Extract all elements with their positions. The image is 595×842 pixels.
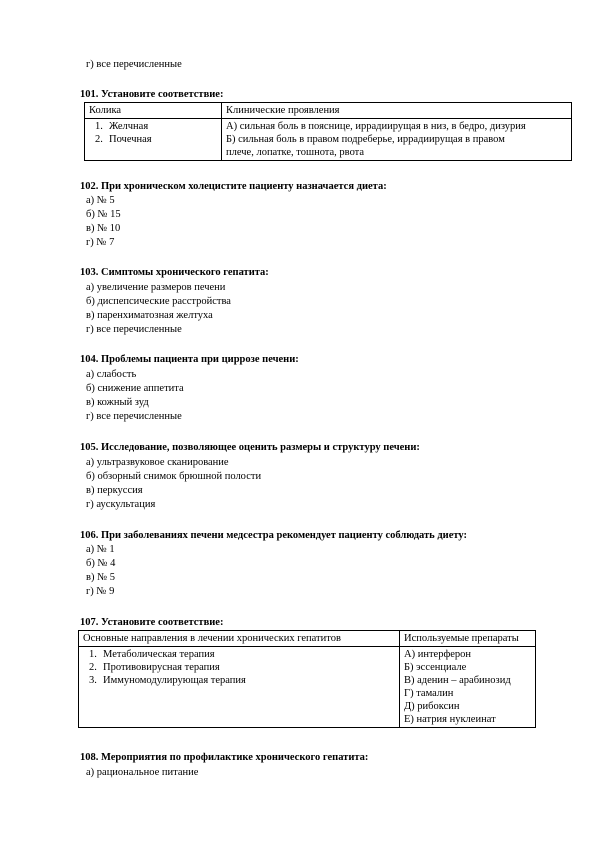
question-104-title: 104. Проблемы пациента при циррозе печени:	[80, 354, 299, 365]
table-header-row	[85, 103, 572, 119]
answer-option: в) паренхиматозная желтуха	[86, 310, 213, 321]
table-row	[79, 647, 536, 728]
table-header-cell: Клинические проявления	[222, 103, 572, 119]
table-header-cell: Колика	[85, 103, 222, 119]
answer-option: б) № 4	[86, 558, 116, 569]
question-105-title: 105. Исследование, позволяющее оценить размеры и структуру печени:	[80, 442, 420, 453]
table-header-cell: Используемые препараты	[400, 631, 536, 647]
list-item: 3. Иммуномодулирующая терапия	[89, 675, 246, 686]
answer-option: г) все перечисленные	[86, 59, 182, 70]
list-item: плече, лопатке, тошнота, рвота	[226, 147, 365, 158]
list-item: А) интерферон	[404, 649, 472, 660]
table-header-row	[79, 631, 536, 647]
question-107-table	[78, 630, 536, 728]
answer-option: г) № 7	[86, 237, 115, 248]
table-cell	[222, 119, 572, 161]
answer-option: г) все перечисленные	[86, 411, 182, 422]
question-107-title: 107. Установите соответствие:	[80, 617, 224, 628]
table-cell	[400, 647, 536, 728]
answer-option: а) увеличение размеров печени	[86, 282, 226, 293]
answer-option: б) диспепсические расстройства	[86, 296, 231, 307]
list-item: 2. Противовирусная терапия	[89, 662, 220, 673]
list-item: А) сильная боль в пояснице, иррадиирущая в низ, в бедро, дизурия	[226, 121, 526, 132]
answer-option: г) аускультация	[86, 499, 156, 510]
answer-option: в) перкуссия	[86, 485, 143, 496]
table-row	[85, 119, 572, 161]
answer-option: а) № 1	[86, 544, 115, 555]
answer-option: б) снижение аппетита	[86, 383, 184, 394]
question-103-title: 103. Симптомы хронического гепатита:	[80, 267, 269, 278]
table-header-cell: Основные направления в лечении хронических гепатитов	[79, 631, 400, 647]
list-item: Б) сильная боль в правом подреберье, иррадиирущая в правом	[226, 134, 505, 145]
answer-option: в) кожный зуд	[86, 397, 149, 408]
answer-option: а) рациональное питание	[86, 767, 199, 778]
answer-option: а) ультразвуковое сканирование	[86, 457, 229, 468]
answer-option: а) слабость	[86, 369, 137, 380]
answer-option: б) № 15	[86, 209, 121, 220]
list-item: 1. Метаболическая терапия	[89, 649, 215, 660]
question-106-title: 106. При заболеваниях печени медсестра рекомендует пациенту соблюдать диету:	[80, 530, 467, 541]
list-item: 2. Почечная	[95, 134, 152, 145]
answer-option: в) № 5	[86, 572, 115, 583]
question-102-title: 102. При хроническом холецистите пациенту назначается диета:	[80, 181, 387, 192]
table-cell	[79, 647, 400, 728]
question-101-table	[84, 102, 572, 161]
list-item: Б) эссенциале	[404, 662, 467, 673]
list-item: Г) тамалин	[404, 688, 454, 699]
answer-option: г) № 9	[86, 586, 115, 597]
list-item: Е) натрия нуклеинат	[404, 714, 496, 725]
list-item: В) аденин – арабинозид	[404, 675, 511, 686]
question-101-title: 101. Установите соответствие:	[80, 89, 224, 100]
table-cell	[85, 119, 222, 161]
answer-option: г) все перечисленные	[86, 324, 182, 335]
answer-option: а) № 5	[86, 195, 115, 206]
answer-option: в) № 10	[86, 223, 121, 234]
question-108-title: 108. Мероприятия по профилактике хронического гепатита:	[80, 752, 369, 763]
answer-option: б) обзорный снимок брюшной полости	[86, 471, 262, 482]
list-item: Д) рибоксин	[404, 701, 460, 712]
list-item: 1. Желчная	[95, 121, 149, 132]
